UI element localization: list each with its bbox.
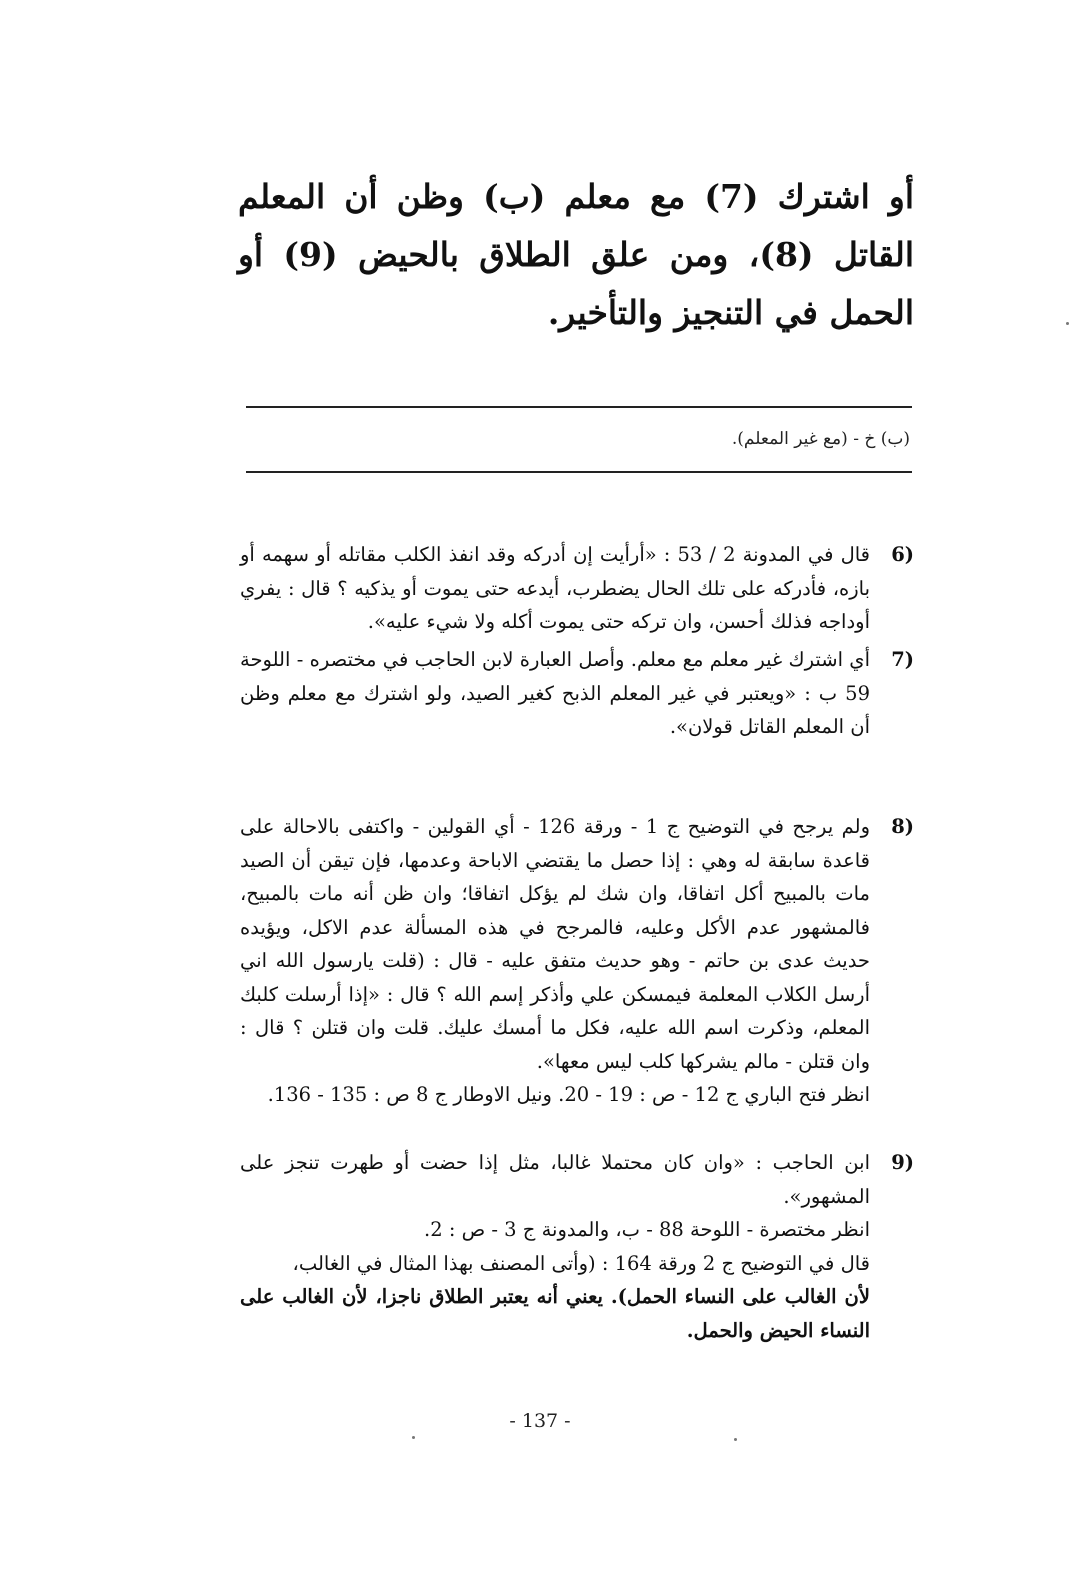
footnote-body bbox=[240, 643, 870, 744]
footnote-number: (7 bbox=[891, 648, 914, 671]
footnote-text: ابن الحاجب : «وان كان محتملا غالبا، مثل إذا حضت أو طهرت تنجز على المشهور». bbox=[240, 1151, 870, 1208]
scan-speck bbox=[1066, 322, 1069, 325]
footnote-number: (6 bbox=[891, 543, 914, 566]
footnote-number: (9 bbox=[891, 1151, 914, 1174]
separator-rule-bottom bbox=[246, 471, 912, 473]
scan-speck bbox=[734, 1438, 737, 1441]
footnote-text: قال في المدونة 2 / 53 : «أرأيت إن أدركه وقد انفذ الكلب مقاتله أو سهمه أو بازه، فأدركه على تلك الحال يضطرب، أيدعه حتى يموت أو يذكيه ؟ قال : يفري أوداجه فذلك أحسن، وان تركه حتى يموت أكله ولا شيء عليه». bbox=[240, 543, 871, 633]
footnote-text-bold: لأن الغالب على النساء الحمل). يعني أنه يعتبر الطلاق ناجزا، لأن الغالب على النساء الحيض والحمل. bbox=[240, 1285, 870, 1342]
manuscript-variant-note: (ب) خ - (مع غير المعلم). bbox=[731, 429, 910, 449]
footnote-8 bbox=[240, 810, 914, 1112]
footnote-text: أي اشترك غير معلم مع معلم. وأصل العبارة لابن الحاجب في مختصره - اللوحة 59 ب : «ويعتبر في غير المعلم الذبح كغير الصيد، ولو اشترك مع معلم وظن أن المعلم القاتل قولان». bbox=[240, 648, 870, 738]
footnote-body bbox=[240, 1146, 870, 1347]
scan-speck bbox=[412, 1436, 415, 1439]
footnote-9 bbox=[240, 1146, 914, 1347]
footnote-text: قال في التوضيح ج 2 ورقة 164 : (وأتى المصنف بهذا المثال في الغالب، bbox=[292, 1251, 870, 1275]
footnote-body bbox=[240, 810, 870, 1112]
footnote-number: (8 bbox=[891, 815, 914, 838]
footnote-7 bbox=[240, 643, 914, 744]
separator-rule-top bbox=[246, 406, 912, 408]
footnote-body bbox=[240, 538, 870, 639]
footnote-reference: انظر مختصرة - اللوحة 88 - ب، والمدونة ج 3 - ص : 2. bbox=[424, 1218, 870, 1241]
footnote-6 bbox=[240, 538, 914, 639]
page-number: - 137 - bbox=[509, 1410, 571, 1432]
footnote-reference: انظر فتح الباري ج 12 - ص : 19 - 20. ونيل الاوطار ج 8 ص : 135 - 136. bbox=[267, 1083, 870, 1106]
footnote-text: ولم يرجح في التوضيح ج 1 - ورقة 126 - أي القولين - واكتفى بالاحالة على قاعدة سابقة له وهي : إذا حصل ما يقتضي الاباحة وعدمها، فإن تيقن أن الصيد مات بالمبيح أكل اتفاقا، وان شك لم يؤكل اتفاقا؛ وان ظن أنه مات بالمبيح، فالمشهور عدم الأكل وعليه، فالمرجح في هذه المسألة عدم الاكل، ويؤيده حديث عدى بن حاتم - وهو حديث متفق عليه - قال : (قلت يارسول الله اني أرسل الكلاب المعلمة فيمسكن علي وأذكر إسم الله ؟ قال : «إذا أرسلت كلبك المعلم، وذكرت اسم الله عليه، فكل ما أمسك عليك. قلت وان قتلن ؟ قال : وان قتلن - مالم يشركها كلب ليس معها». bbox=[240, 815, 871, 1073]
main-text-paragraph: أو اشترك (7) مع معلم (ب) وظن أن المعلم القاتل (8)، ومن علق الطلاق بالحيض (9) أو الحمل في التنجيز والتأخير. bbox=[238, 177, 915, 332]
